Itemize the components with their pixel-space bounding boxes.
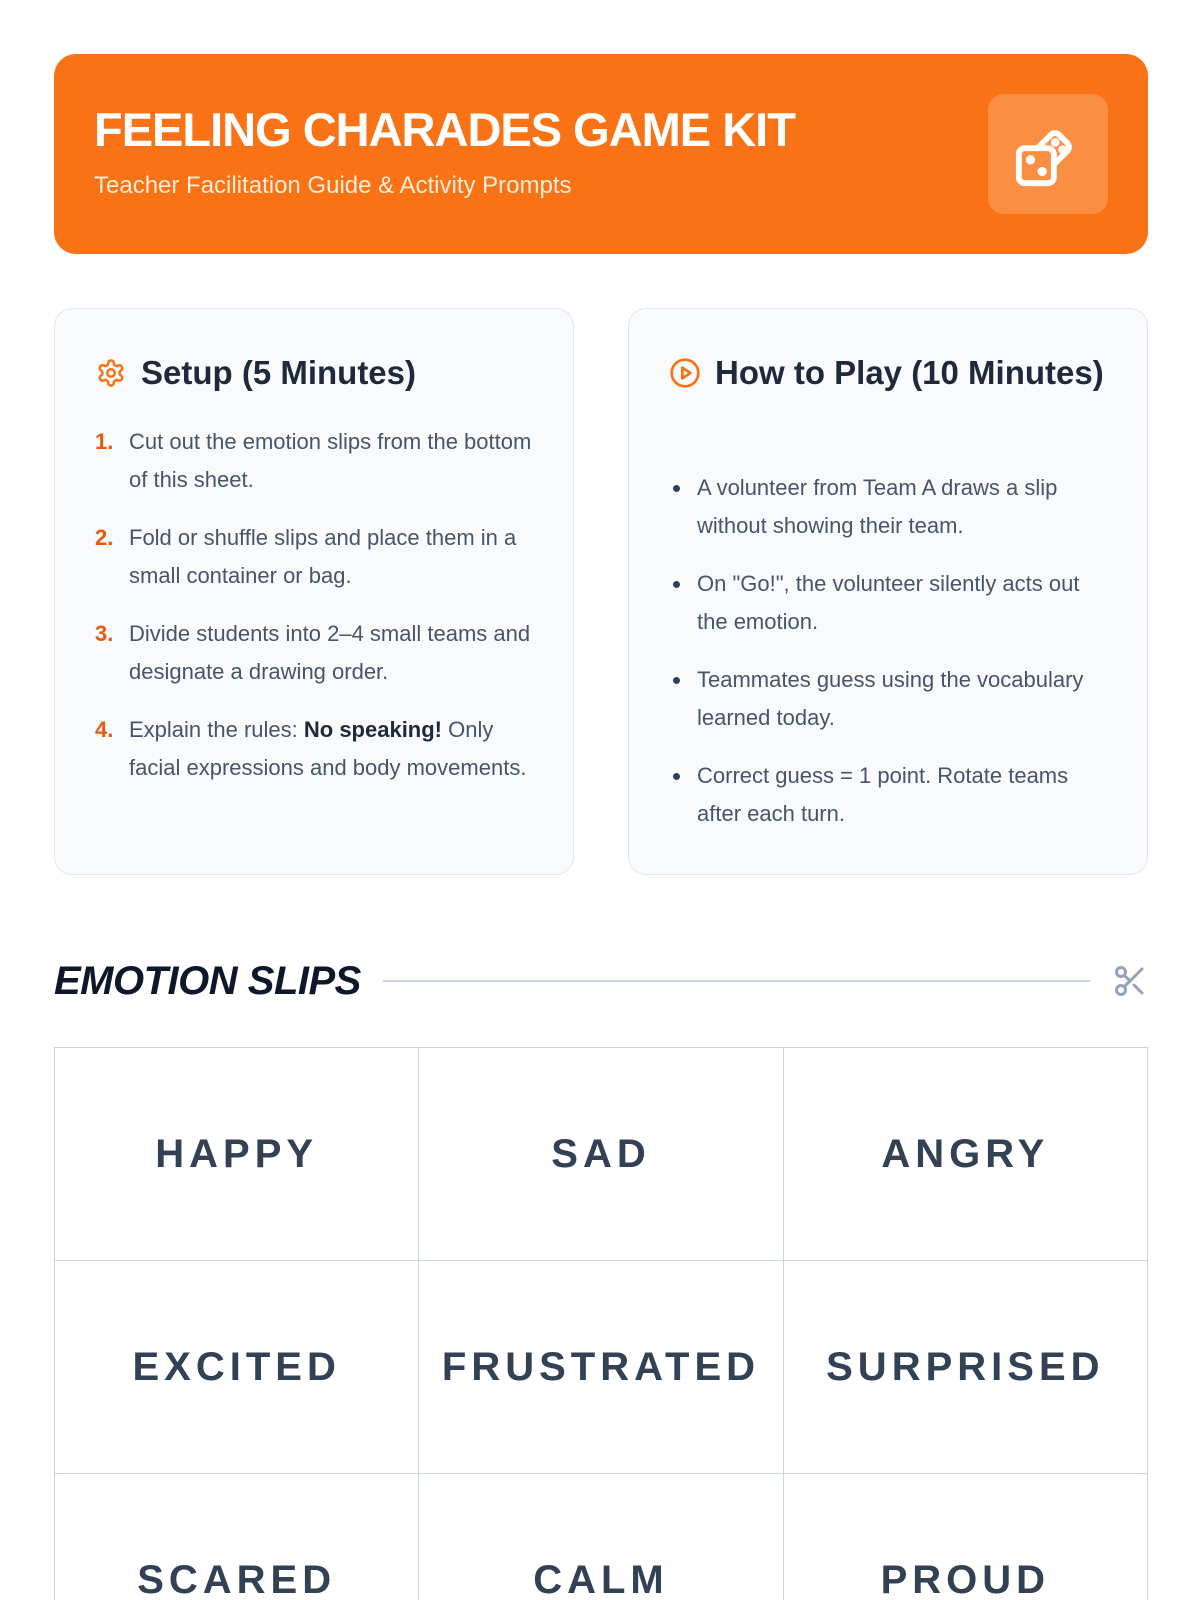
play-circle-icon <box>669 357 701 389</box>
list-item <box>95 423 533 499</box>
list-item <box>669 661 1107 737</box>
slips-header <box>54 955 1148 1007</box>
page-title: FEELING CHARADES GAME KIT <box>94 103 795 156</box>
emotion-slip: FRUSTRATED <box>419 1261 783 1474</box>
scissors-icon <box>1112 963 1148 999</box>
bullet-text: A volunteer from Team A draws a slip without showing their team. <box>697 475 1058 538</box>
bullet-text: Correct guess = 1 point. Rotate teams after each turn. <box>697 763 1069 826</box>
setup-title: Setup (5 Minutes) <box>141 354 417 391</box>
how-to-play-title: How to Play (10 Minutes) <box>715 354 1104 391</box>
step-text <box>129 711 533 787</box>
page-subtitle: Teacher Facilitation Guide & Activity Prompts <box>94 172 572 199</box>
step-text-after: Only facial expressions and body movements. <box>129 717 527 780</box>
setup-card <box>54 308 574 875</box>
step-number: 2. <box>95 525 114 550</box>
list-item <box>95 519 533 595</box>
setup-steps <box>95 423 533 807</box>
emotion-slip: PROUD <box>784 1474 1148 1600</box>
gear-icon <box>95 357 127 389</box>
bullet-text: On "Go!", the volunteer silently acts out the emotion. <box>697 571 1080 634</box>
slips-grid <box>54 1047 1148 1600</box>
emotion-slip: EXCITED <box>55 1261 419 1474</box>
step-text: Cut out the emotion slips from the bottom of this sheet. <box>129 429 532 492</box>
dice-icon <box>988 94 1108 214</box>
header-banner <box>54 54 1148 254</box>
list-item <box>95 711 533 787</box>
setup-card-header <box>95 349 533 396</box>
bullet-text: Teammates guess using the vocabulary learned today. <box>697 667 1084 730</box>
bullet-dot <box>669 757 697 833</box>
step-number: 4. <box>95 717 114 742</box>
list-item <box>95 615 533 691</box>
bullet-dot <box>669 469 697 545</box>
list-item <box>669 469 1107 545</box>
list-item <box>669 565 1107 641</box>
emotion-slip: SAD <box>419 1048 783 1261</box>
slips-divider <box>383 980 1090 982</box>
bullet-dot <box>669 565 697 641</box>
step-text: Divide students into 2–4 small teams and designate a drawing order. <box>129 621 531 684</box>
how-to-play-bullets <box>669 469 1107 853</box>
step-text-before: Explain the rules: <box>129 717 304 742</box>
step-number: 3. <box>95 621 114 646</box>
emotion-slip: SCARED <box>55 1474 419 1600</box>
step-number: 1. <box>95 429 114 454</box>
how-to-play-card-header <box>669 349 1107 396</box>
emotion-slip: SURPRISED <box>784 1261 1148 1474</box>
how-to-play-card <box>628 308 1148 875</box>
step-text: Fold or shuffle slips and place them in a small container or bag. <box>129 525 517 588</box>
slips-title: EMOTION SLIPS <box>54 958 361 1003</box>
emotion-slip: ANGRY <box>784 1048 1148 1261</box>
bullet-dot <box>669 661 697 737</box>
step-text-bold: No speaking! <box>303 717 443 742</box>
list-item <box>669 757 1107 833</box>
emotion-slip: CALM <box>419 1474 783 1600</box>
emotion-slip: HAPPY <box>55 1048 419 1261</box>
